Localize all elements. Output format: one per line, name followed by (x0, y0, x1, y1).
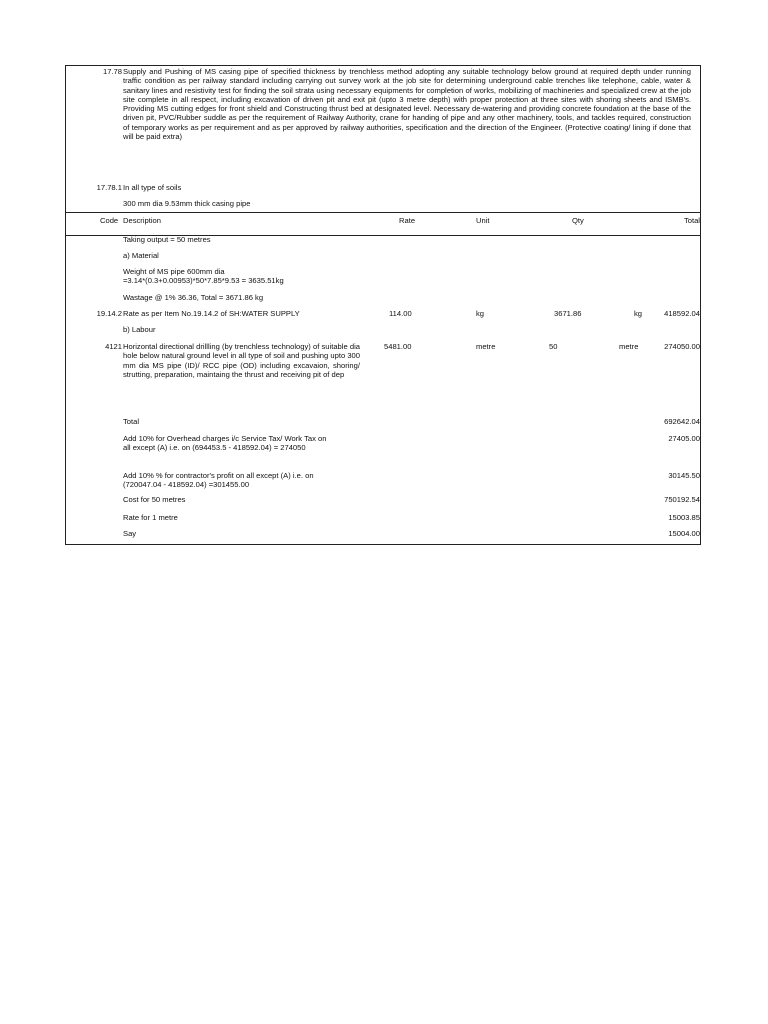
col-header-qty: Qty (572, 216, 584, 225)
weight-line-2: =3.14*(0.3+0.00953)*50*7.85*9.53 = 3635.51kg (123, 276, 284, 285)
row-code: 19.14.2 (96, 309, 122, 318)
weight-line-1: Weight of MS pipe 600mm dia (123, 267, 225, 276)
row-unit: kg (476, 309, 485, 318)
row-description (123, 342, 360, 379)
profit-line-2: (720047.04 - 418592.04) =301455.00 (123, 480, 250, 489)
col-header-code: Code (100, 216, 119, 225)
row-code: 4121 (105, 342, 122, 351)
row-unit-2: metre (619, 342, 639, 351)
header-top-rule (66, 212, 700, 213)
overhead-line-1: Add 10% for Overhead charges i/c Service Tax/ Work Tax on (123, 434, 327, 443)
row-description-text: Horizontal directional drillling (by trenchless technology) of suitable dia hole below natural ground level in all type of soil and pushing upto 300 mm dia MS pipe (ID)/ RCC pipe (OD) including excavaion, shoring/ strutting, preparation, maintaing the thrust and receiving pit of dep (123, 342, 360, 379)
rate-analysis-sheet (65, 65, 701, 545)
say-value: 15004.00 (668, 529, 700, 538)
profit-line-1: Add 10% % for contractor's profit on all except (A) i.e. on (123, 471, 314, 480)
row-rate: 5481.00 (384, 342, 412, 351)
row-unit: metre (476, 342, 496, 351)
col-header-total: Total (683, 216, 700, 225)
material-heading: a) Material (123, 251, 159, 260)
row-qty: 50 (549, 342, 558, 351)
item-description (123, 67, 691, 141)
cost-label: Cost for 50 metres (123, 495, 186, 504)
col-header-description: Description (123, 216, 161, 225)
subitem-title: In all type of soils (123, 183, 182, 192)
col-header-rate: Rate (399, 216, 416, 225)
row-rate: 114.00 (389, 309, 412, 318)
output-note: Taking output = 50 metres (123, 235, 211, 244)
rate-label: Rate for 1 metre (123, 513, 178, 522)
overhead-line-2: all except (A) i.e. on (694453.5 - 418592.04) = 274050 (123, 443, 306, 452)
profit-value: 30145.50 (668, 471, 700, 480)
total-value: 692642.04 (664, 417, 700, 426)
row-qty: 3671.86 (554, 309, 582, 318)
row-description: Rate as per Item No.19.14.2 of SH:WATER SUPPLY (123, 309, 300, 318)
item-description-text: Supply and Pushing of MS casing pipe of specified thickness by trenchless method adopting any suitable technology below ground at required depth under running traffic condition as per railway standard including carrying out survey work at the job site for determining underground cable trenches like telephone, cable, water & sanitary lines and resistivity test for finding the soil strata using necessary equipments for completion of works, mobilizing of machineries and specialized crew at the job site complete in all respect, including excavation of driven pit and exit pit (upto 3 metre depth) with proper protection at three sites with shoring sheets and ISMB's. Providing MS cutting edges for front shield and Constructing thrust bed at designated level. Necessary de-watering and providing concrete foundation at the base of the driven pit, PVC/Rubber suddle as per the requirement of Railway Authority, crane for handing of pipe and any other machinery, tools, and tackles required, construction of temporary works as per requirement and as per approved by railway authorities, specification and the direction of the Engineer. (Protective coating/ lining if done that will be paid extra) (123, 67, 691, 141)
rate-value: 15003.85 (668, 513, 700, 522)
say-label: Say (123, 529, 137, 538)
subitem-number: 17.78.1 (96, 183, 122, 192)
col-header-unit: Unit (476, 216, 490, 225)
labour-heading: b) Labour (123, 325, 156, 334)
item-number: 17.78 (102, 67, 122, 76)
row-total: 418592.04 (664, 309, 700, 318)
row-total: 274050.00 (664, 342, 700, 351)
cost-value: 750192.54 (664, 495, 700, 504)
total-label: Total (123, 417, 140, 426)
row-unit-2: kg (634, 309, 643, 318)
subitem-spec: 300 mm dia 9.53mm thick casing pipe (123, 199, 251, 208)
wastage-line: Wastage @ 1% 36.36, Total = 3671.86 kg (123, 293, 264, 302)
overhead-value: 27405.00 (668, 434, 700, 443)
